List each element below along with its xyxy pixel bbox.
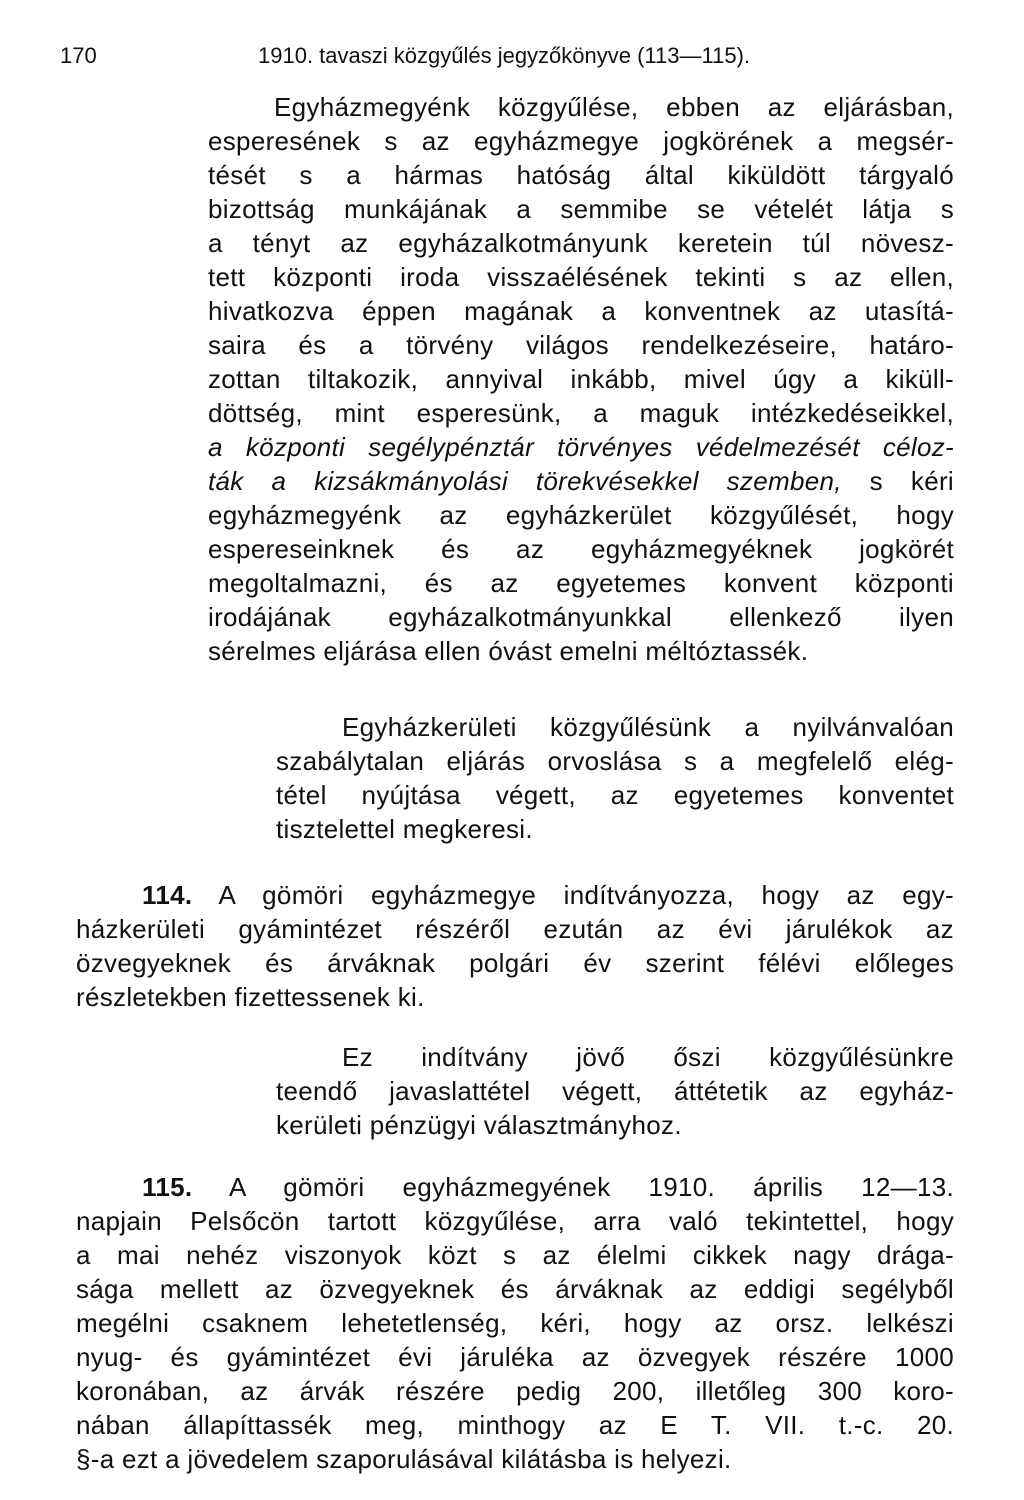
resp114-line: teendő javaslattétel végett, áttétetik az egyház- (276, 1076, 954, 1106)
para2-line: Egyházkerületi közgyűlésünk a nyilvánvalóan (342, 712, 954, 742)
item115-first-line (142, 1170, 954, 1204)
para1-line: megoltalmazni, és az egyetemes konvent központi (208, 568, 954, 598)
para2-last-line: tisztelettel megkeresi. (276, 814, 533, 844)
item114-last-line: részletekben fizettessenek ki. (76, 982, 425, 1012)
para1-line: tett központi iroda visszaélésének tekinti s az ellen, (208, 262, 954, 292)
para1-line: esperesének s az egyházmegye jogkörének a megsér- (208, 126, 954, 156)
para1-line: Egyházmegyénk közgyűlése, ebben az eljárásban, (274, 92, 954, 122)
item115-line: napjain Pelsőcön tartott közgyűlése, arra való tekintettel, hogy (76, 1206, 954, 1236)
para1-italic-line: a központi segélypénztár törvényes védelmezését céloz- (208, 432, 954, 462)
para1-plain-span: s kéri (841, 466, 954, 496)
para1-mixed-line (208, 464, 954, 498)
item115-line: koronában, az árvák részére pedig 200, illetőleg 300 koro- (76, 1376, 954, 1406)
para1-italic-span: ták a kizsákmányolási törekvésekkel szemben, (208, 466, 842, 496)
item114-line: házkerületi gyámintézet részéről ezután az évi járulékok az (76, 914, 954, 944)
para1-line: saira és a törvény világos rendelkezéseire, határo- (208, 330, 954, 360)
item114-first-line (142, 878, 954, 912)
para1-last-line: sérelmes eljárása ellen óvást emelni méltóztassék. (208, 636, 809, 666)
item-number-114: 114. (142, 880, 193, 910)
page-number: 170 (60, 43, 97, 68)
item114-first-text: A gömöri egyházmegye indítványozza, hogy az egy- (192, 880, 954, 910)
item-number-115: 115. (142, 1172, 193, 1202)
para1-line: hivatkozva éppen magának a konventnek az utasítá- (208, 296, 954, 326)
para1-line: döttség, mint esperesünk, a maguk intézkedéseikkel, (208, 398, 954, 428)
item115-last-line: §-a ezt a jövedelem szaporulásával kilátásba is helyezi. (76, 1444, 732, 1474)
para1-line: espereseinknek és az egyházmegyéknek jogkörét (208, 534, 954, 564)
item115-line: megélni csaknem lehetetlenség, kéri, hogy az orsz. lelkészi (76, 1308, 954, 1338)
item115-line: nában állapíttassék meg, minthogy az E T. VII. t.-c. 20. (76, 1410, 954, 1440)
para2-line: szabálytalan eljárás orvoslása s a megfelelő elég- (276, 746, 954, 776)
resp114-last-line: kerületi pénzügyi választmányhoz. (276, 1110, 682, 1140)
item114-line: özvegyeknek és árváknak polgári év szerint félévi előleges (76, 948, 954, 978)
para1-line: irodájának egyházalkotmányunkkal ellenkező ilyen (208, 602, 954, 632)
resp114-line: Ez indítvány jövő őszi közgyűlésünkre (342, 1042, 954, 1072)
item115-first-text: A gömöri egyházmegyének 1910. április 12—13. (192, 1172, 954, 1202)
para1-line: bizottság munkájának a semmibe se vételét látja s (208, 194, 954, 224)
item115-line: nyug- és gyámintézet évi járuléka az özvegyek részére 1000 (76, 1342, 954, 1372)
running-title: 1910. tavaszi közgyűlés jegyzőkönyve (113—115). (258, 43, 751, 68)
item115-line: sága mellett az özvegyeknek és árváknak az eddigi segélyből (76, 1274, 954, 1304)
item115-line: a mai nehéz viszonyok közt s az élelmi cikkek nagy drága- (76, 1240, 954, 1270)
para1-line: a tényt az egyházalkotmányunk keretein túl növesz- (208, 228, 954, 258)
para2-line: tétel nyújtása végett, az egyetemes konventet (276, 780, 954, 810)
para1-line: tését s a hármas hatóság által kiküldött tárgyaló (208, 160, 954, 190)
para1-line: zottan tiltakozik, annyival inkább, mivel úgy a kiküll- (208, 364, 954, 394)
para1-line: egyházmegyénk az egyházkerület közgyűlését, hogy (208, 500, 954, 530)
